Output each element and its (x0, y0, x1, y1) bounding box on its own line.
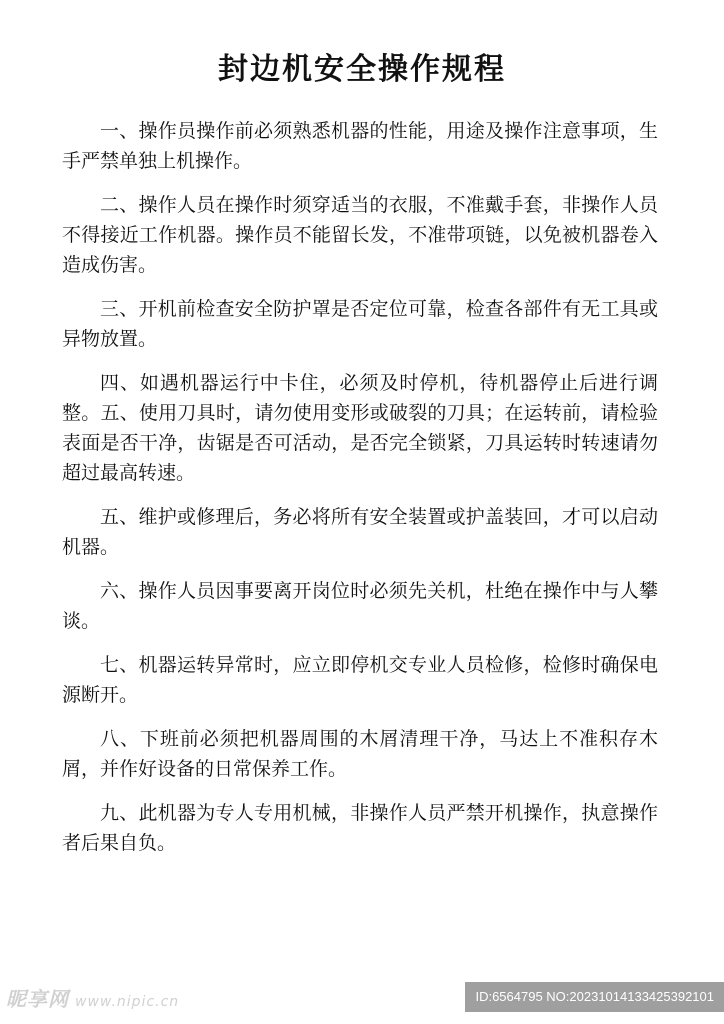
watermark-logo (6, 983, 179, 1012)
image-id-badge: ID:6564795 NO:20231014133425392101 (465, 982, 724, 1012)
watermark-url: www.nipic.cn (75, 994, 180, 1010)
rule-paragraph-2: 二、操作人员在操作时须穿适当的衣服，不准戴手套，非操作人员不得接近工作机器。操作员不能留长发，不准带项链，以免被机器卷入造成伤害。 (62, 194, 658, 276)
rule-paragraph-9: 九、此机器为专人专用机械，非操作人员严禁开机操作，执意操作者后果自负。 (62, 802, 658, 854)
rule-paragraph-1: 一、操作员操作前必须熟悉机器的性能，用途及操作注意事项，生手严禁单独上机操作。 (62, 120, 658, 172)
rule-paragraph-8: 八、下班前必须把机器周围的木屑清理干净，马达上不准积存木屑，并作好设备的日常保养工作。 (62, 728, 658, 780)
watermark-logo-text: 昵享网 (6, 987, 69, 1011)
document-body (62, 116, 658, 872)
rule-paragraph-5: 五、维护或修理后，务必将所有安全装置或护盖装回，才可以启动机器。 (62, 506, 658, 558)
rule-paragraph-7: 七、机器运转异常时，应立即停机交专业人员检修，检修时确保电源断开。 (62, 654, 658, 706)
rule-paragraph-6: 六、操作人员因事要离开岗位时必须先关机，杜绝在操作中与人攀谈。 (62, 580, 658, 632)
rule-paragraph-4: 四、如遇机器运行中卡住，必须及时停机，待机器停止后进行调整。五、使用刀具时，请勿使用变形或破裂的刀具；在运转前，请检验表面是否干净，齿锯是否可活动，是否完全锁紧，刀具运转时转速请勿超过最高转速。 (62, 372, 658, 484)
footer-bar (0, 978, 724, 1024)
page-title: 封边机安全操作规程 (218, 52, 506, 87)
rule-paragraph-3: 三、开机前检查安全防护罩是否定位可靠，检查各部件有无工具或异物放置。 (62, 298, 658, 350)
